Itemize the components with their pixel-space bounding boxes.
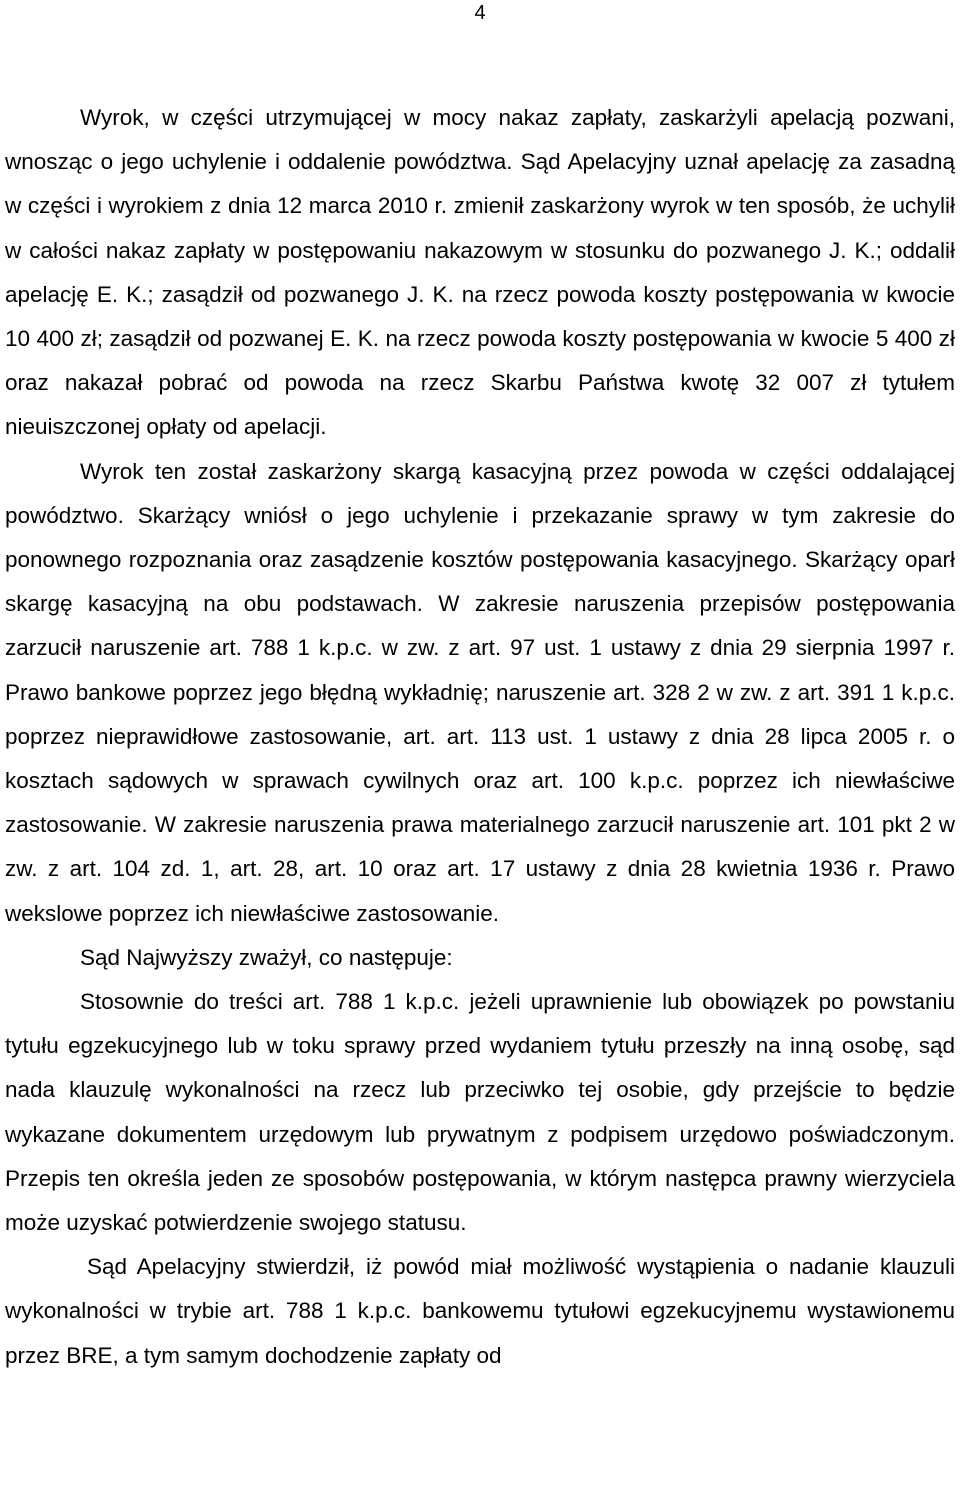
- paragraph-court-considered: Sąd Najwyższy zważył, co następuje:: [80, 944, 453, 970]
- page-number: 4: [474, 2, 486, 24]
- paragraph-appellate-court: Sąd Apelacyjny stwierdził, iż powód miał możliwość wystąpienia o nadanie klauzuli wykonalności w trybie art. 788 1 k.p.c. bankowemu tytułowi egzekucyjnemu wystawionemu przez BRE, a tym samym dochodzenie zapłaty od: [5, 1254, 955, 1368]
- paragraph-cassation: Wyrok ten został zaskarżony skargą kasacyjną przez powoda w części oddalającej powództwo. Skarżący wniósł o jego uchylenie i przekazanie sprawy w tym zakresie do ponownego rozpoznania oraz zasądzenie kosztów postępowania kasacyjnego. Skarżący oparł skargę kasacyjną na obu podstawach. W zakresie naruszenia przepisów postępowania zarzucił naruszenie art. 788 1 k.p.c. w zw. z art. 97 ust. 1 ustawy z dnia 29 sierpnia 1997 r. Prawo bankowe poprzez jego błędną wykładnię; naruszenie art. 328 2 w zw. z art. 391 1 k.p.c. poprzez nieprawidłowe zastosowanie, art. art. 113 ust. 1 ustawy z dnia 28 lipca 2005 r. o kosztach sądowych w sprawach cywilnych oraz art. 100 k.p.c. poprzez ich niewłaściwe zastosowanie. W zakresie naruszenia prawa materialnego zarzucił naruszenie art. 101 pkt 2 w zw. z art. 104 zd. 1, art. 28, art. 10 oraz art. 17 ustawy z dnia 28 kwietnia 1936 r. Prawo wekslowe poprzez ich niewłaściwe zastosowanie.: [5, 458, 955, 926]
- document-body: [5, 96, 955, 1378]
- paragraph-appeal: Wyrok, w części utrzymującej w mocy nakaz zapłaty, zaskarżyli apelacją pozwani, wnosząc o jego uchylenie i oddalenie powództwa. Sąd Apelacyjny uznał apelację za zasadną w części i wyrokiem z dnia 12 marca 2010 r. zmienił zaskarżony wyrok w ten sposób, że uchylił w całości nakaz zapłaty w postępowaniu nakazowym w stosunku do pozwanego J. K.; oddalił apelację E. K.; zasądził od pozwanego J. K. na rzecz powoda koszty postępowania w kwocie 10 400 zł; zasądził od pozwanej E. K. na rzecz powoda koszty postępowania w kwocie 5 400 zł oraz nakazał pobrać od powoda na rzecz Skarbu Państwa kwotę 32 007 zł tytułem nieuiszczonej opłaty od apelacji.: [5, 105, 955, 440]
- paragraph-article-788: Stosownie do treści art. 788 1 k.p.c. jeżeli uprawnienie lub obowiązek po powstaniu tytułu egzekucyjnego lub w toku sprawy przed wydaniem tytułu przeszły na inną osobę, sąd nada klauzulę wykonalności na rzecz lub przeciwko tej osobie, gdy przejście to będzie wykazane dokumentem urzędowym lub prywatnym z podpisem urzędowo poświadczonym. Przepis ten określa jeden ze sposobów postępowania, w którym następca prawny wierzyciela może uzyskać potwierdzenie swojego statusu.: [5, 989, 955, 1236]
